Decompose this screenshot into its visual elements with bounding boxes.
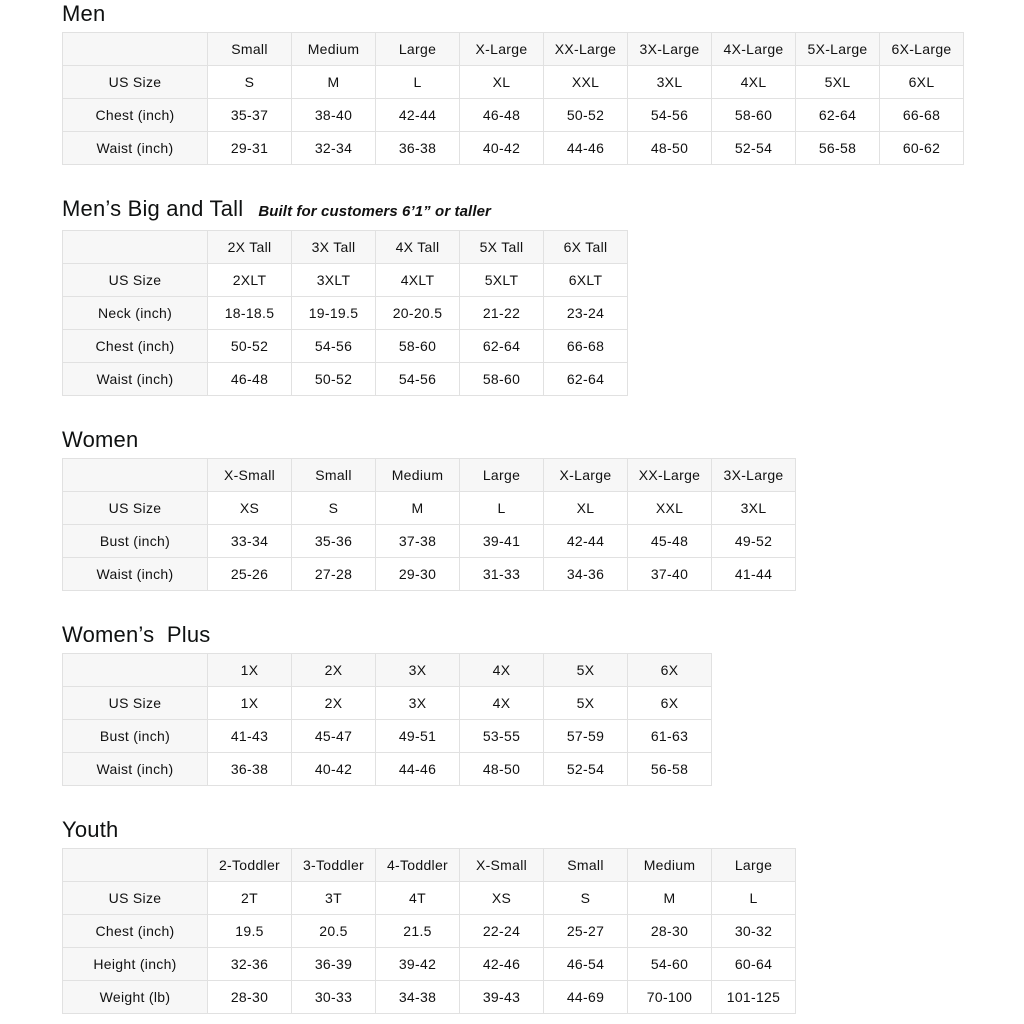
section-title-text: Men [62, 1, 106, 26]
size-value-cell: 42-44 [376, 99, 460, 132]
size-value-cell: 70-100 [628, 981, 712, 1014]
size-value-cell: XS [208, 492, 292, 525]
column-header: XX-Large [628, 459, 712, 492]
size-value-cell: 3XL [712, 492, 796, 525]
size-value-cell: 30-32 [712, 915, 796, 948]
size-charts [62, 2, 1024, 1014]
table-header-row [63, 849, 796, 882]
size-value-cell: 61-63 [628, 720, 712, 753]
section-title [62, 623, 1024, 646]
size-chart-section [62, 197, 1024, 396]
corner-cell [63, 849, 208, 882]
size-value-cell: 54-56 [628, 99, 712, 132]
size-value-cell: 58-60 [376, 330, 460, 363]
size-value-cell: 4T [376, 882, 460, 915]
size-chart-section [62, 428, 1024, 591]
corner-cell [63, 459, 208, 492]
corner-cell [63, 654, 208, 687]
size-value-cell: S [544, 882, 628, 915]
size-value-cell: 5XL [796, 66, 880, 99]
size-value-cell: 56-58 [628, 753, 712, 786]
table-row [63, 264, 628, 297]
column-header: X-Small [460, 849, 544, 882]
size-value-cell: 5XLT [460, 264, 544, 297]
column-header: 5X-Large [796, 33, 880, 66]
table-row [63, 687, 712, 720]
column-header: XX-Large [544, 33, 628, 66]
size-value-cell: 53-55 [460, 720, 544, 753]
size-value-cell: 45-48 [628, 525, 712, 558]
size-value-cell: 20.5 [292, 915, 376, 948]
size-value-cell: 6XL [880, 66, 964, 99]
size-value-cell: XXL [628, 492, 712, 525]
size-value-cell: 40-42 [292, 753, 376, 786]
column-header: 2-Toddler [208, 849, 292, 882]
size-value-cell: 21-22 [460, 297, 544, 330]
size-value-cell: 60-62 [880, 132, 964, 165]
table-row [63, 492, 796, 525]
size-table [62, 653, 712, 786]
size-value-cell: 48-50 [628, 132, 712, 165]
size-value-cell: 19.5 [208, 915, 292, 948]
section-title-text: Women [62, 427, 139, 452]
size-value-cell: 2T [208, 882, 292, 915]
column-header: 5X Tall [460, 231, 544, 264]
size-value-cell: 39-43 [460, 981, 544, 1014]
column-header: 5X [544, 654, 628, 687]
row-label: Chest (inch) [63, 99, 208, 132]
size-value-cell: 52-54 [712, 132, 796, 165]
size-value-cell: 37-40 [628, 558, 712, 591]
section-title-text: Men’s Big and Tall [62, 196, 244, 221]
size-value-cell: 60-64 [712, 948, 796, 981]
size-value-cell: 62-64 [460, 330, 544, 363]
size-table [62, 458, 796, 591]
size-value-cell: 6XLT [544, 264, 628, 297]
column-header: 2X Tall [208, 231, 292, 264]
size-value-cell: 57-59 [544, 720, 628, 753]
size-value-cell: 29-30 [376, 558, 460, 591]
column-header: 3X Tall [292, 231, 376, 264]
column-header: Small [208, 33, 292, 66]
size-value-cell: 36-38 [376, 132, 460, 165]
row-label: Neck (inch) [63, 297, 208, 330]
table-row [63, 297, 628, 330]
size-value-cell: 19-19.5 [292, 297, 376, 330]
section-title-text: Youth [62, 817, 119, 842]
column-header: 3-Toddler [292, 849, 376, 882]
size-value-cell: 34-36 [544, 558, 628, 591]
size-value-cell: 3XL [628, 66, 712, 99]
size-value-cell: S [208, 66, 292, 99]
size-value-cell: 66-68 [544, 330, 628, 363]
size-value-cell: 1X [208, 687, 292, 720]
size-value-cell: 35-37 [208, 99, 292, 132]
size-value-cell: 25-27 [544, 915, 628, 948]
size-value-cell: 25-26 [208, 558, 292, 591]
size-table [62, 32, 964, 165]
column-header: 6X-Large [880, 33, 964, 66]
size-chart-section [62, 2, 1024, 165]
size-value-cell: 46-48 [208, 363, 292, 396]
column-header: X-Small [208, 459, 292, 492]
column-header: 6X [628, 654, 712, 687]
row-label: Height (inch) [63, 948, 208, 981]
size-value-cell: 58-60 [460, 363, 544, 396]
row-label: US Size [63, 264, 208, 297]
size-value-cell: 46-48 [460, 99, 544, 132]
size-value-cell: 38-40 [292, 99, 376, 132]
row-label: Waist (inch) [63, 558, 208, 591]
column-header: Medium [292, 33, 376, 66]
table-row [63, 363, 628, 396]
size-value-cell: 6X [628, 687, 712, 720]
table-header-row [63, 33, 964, 66]
size-value-cell: 22-24 [460, 915, 544, 948]
size-value-cell: 50-52 [544, 99, 628, 132]
size-value-cell: 27-28 [292, 558, 376, 591]
size-value-cell: 23-24 [544, 297, 628, 330]
size-value-cell: 50-52 [208, 330, 292, 363]
size-value-cell: 3XLT [292, 264, 376, 297]
size-value-cell: 101-125 [712, 981, 796, 1014]
table-header-row [63, 459, 796, 492]
size-value-cell: 2XLT [208, 264, 292, 297]
size-value-cell: 46-54 [544, 948, 628, 981]
table-row [63, 948, 796, 981]
column-header: 4X [460, 654, 544, 687]
column-header: Medium [628, 849, 712, 882]
corner-cell [63, 33, 208, 66]
column-header: 4X Tall [376, 231, 460, 264]
table-row [63, 558, 796, 591]
size-value-cell: 4X [460, 687, 544, 720]
section-title [62, 197, 1024, 223]
table-header-row [63, 231, 628, 264]
size-chart-section [62, 818, 1024, 1014]
column-header: 3X [376, 654, 460, 687]
size-value-cell: XS [460, 882, 544, 915]
size-value-cell: 4XL [712, 66, 796, 99]
row-label: Chest (inch) [63, 330, 208, 363]
section-subtitle: Built for customers 6’1” or taller [258, 203, 491, 220]
column-header: Large [376, 33, 460, 66]
size-value-cell: 58-60 [712, 99, 796, 132]
size-value-cell: 3X [376, 687, 460, 720]
size-value-cell: 62-64 [544, 363, 628, 396]
column-header: Small [544, 849, 628, 882]
column-header: Large [712, 849, 796, 882]
size-value-cell: 44-46 [544, 132, 628, 165]
section-title [62, 428, 1024, 451]
column-header: Small [292, 459, 376, 492]
table-header-row [63, 654, 712, 687]
table-row [63, 525, 796, 558]
table-row [63, 753, 712, 786]
size-value-cell: 32-36 [208, 948, 292, 981]
size-value-cell: 40-42 [460, 132, 544, 165]
size-value-cell: 28-30 [628, 915, 712, 948]
size-value-cell: 49-52 [712, 525, 796, 558]
row-label: Chest (inch) [63, 915, 208, 948]
size-value-cell: 34-38 [376, 981, 460, 1014]
size-table [62, 848, 796, 1014]
size-value-cell: 42-44 [544, 525, 628, 558]
size-value-cell: 54-60 [628, 948, 712, 981]
size-value-cell: XL [544, 492, 628, 525]
table-row [63, 915, 796, 948]
column-header: Large [460, 459, 544, 492]
size-value-cell: 44-46 [376, 753, 460, 786]
column-header: 3X-Large [628, 33, 712, 66]
size-value-cell: 44-69 [544, 981, 628, 1014]
size-value-cell: M [628, 882, 712, 915]
size-value-cell: 54-56 [292, 330, 376, 363]
size-value-cell: 42-46 [460, 948, 544, 981]
size-value-cell: M [292, 66, 376, 99]
section-title-text: Women’s Plus [62, 622, 211, 647]
size-value-cell: 29-31 [208, 132, 292, 165]
size-value-cell: 31-33 [460, 558, 544, 591]
size-value-cell: 21.5 [376, 915, 460, 948]
size-value-cell: 2X [292, 687, 376, 720]
section-title [62, 2, 1024, 25]
column-header: X-Large [544, 459, 628, 492]
row-label: Waist (inch) [63, 363, 208, 396]
size-value-cell: 48-50 [460, 753, 544, 786]
size-value-cell: 5X [544, 687, 628, 720]
size-value-cell: 30-33 [292, 981, 376, 1014]
row-label: US Size [63, 687, 208, 720]
table-row [63, 720, 712, 753]
size-value-cell: 37-38 [376, 525, 460, 558]
size-value-cell: 54-56 [376, 363, 460, 396]
table-row [63, 66, 964, 99]
size-value-cell: 52-54 [544, 753, 628, 786]
size-value-cell: 35-36 [292, 525, 376, 558]
size-value-cell: L [460, 492, 544, 525]
row-label: US Size [63, 66, 208, 99]
size-value-cell: 36-38 [208, 753, 292, 786]
table-row [63, 981, 796, 1014]
size-chart-section [62, 623, 1024, 786]
size-value-cell: 3T [292, 882, 376, 915]
size-value-cell: 36-39 [292, 948, 376, 981]
row-label: Waist (inch) [63, 132, 208, 165]
size-value-cell: 28-30 [208, 981, 292, 1014]
size-value-cell: 66-68 [880, 99, 964, 132]
column-header: 3X-Large [712, 459, 796, 492]
size-value-cell: 4XLT [376, 264, 460, 297]
column-header: 4-Toddler [376, 849, 460, 882]
column-header: 6X Tall [544, 231, 628, 264]
table-row [63, 99, 964, 132]
size-table [62, 230, 628, 396]
row-label: Weight (lb) [63, 981, 208, 1014]
row-label: US Size [63, 882, 208, 915]
size-value-cell: XL [460, 66, 544, 99]
corner-cell [63, 231, 208, 264]
column-header: 1X [208, 654, 292, 687]
size-value-cell: 49-51 [376, 720, 460, 753]
row-label: Bust (inch) [63, 720, 208, 753]
column-header: 4X-Large [712, 33, 796, 66]
column-header: 2X [292, 654, 376, 687]
size-value-cell: S [292, 492, 376, 525]
section-title [62, 818, 1024, 841]
size-value-cell: L [712, 882, 796, 915]
size-value-cell: 39-41 [460, 525, 544, 558]
size-value-cell: 41-44 [712, 558, 796, 591]
size-value-cell: 18-18.5 [208, 297, 292, 330]
size-value-cell: 56-58 [796, 132, 880, 165]
column-header: X-Large [460, 33, 544, 66]
column-header: Medium [376, 459, 460, 492]
table-row [63, 132, 964, 165]
size-value-cell: 45-47 [292, 720, 376, 753]
size-value-cell: 20-20.5 [376, 297, 460, 330]
size-value-cell: 62-64 [796, 99, 880, 132]
size-value-cell: 33-34 [208, 525, 292, 558]
size-value-cell: 32-34 [292, 132, 376, 165]
table-row [63, 330, 628, 363]
table-row [63, 882, 796, 915]
row-label: Waist (inch) [63, 753, 208, 786]
size-value-cell: 50-52 [292, 363, 376, 396]
size-value-cell: 41-43 [208, 720, 292, 753]
size-value-cell: XXL [544, 66, 628, 99]
size-value-cell: 39-42 [376, 948, 460, 981]
size-value-cell: M [376, 492, 460, 525]
row-label: Bust (inch) [63, 525, 208, 558]
size-value-cell: L [376, 66, 460, 99]
row-label: US Size [63, 492, 208, 525]
